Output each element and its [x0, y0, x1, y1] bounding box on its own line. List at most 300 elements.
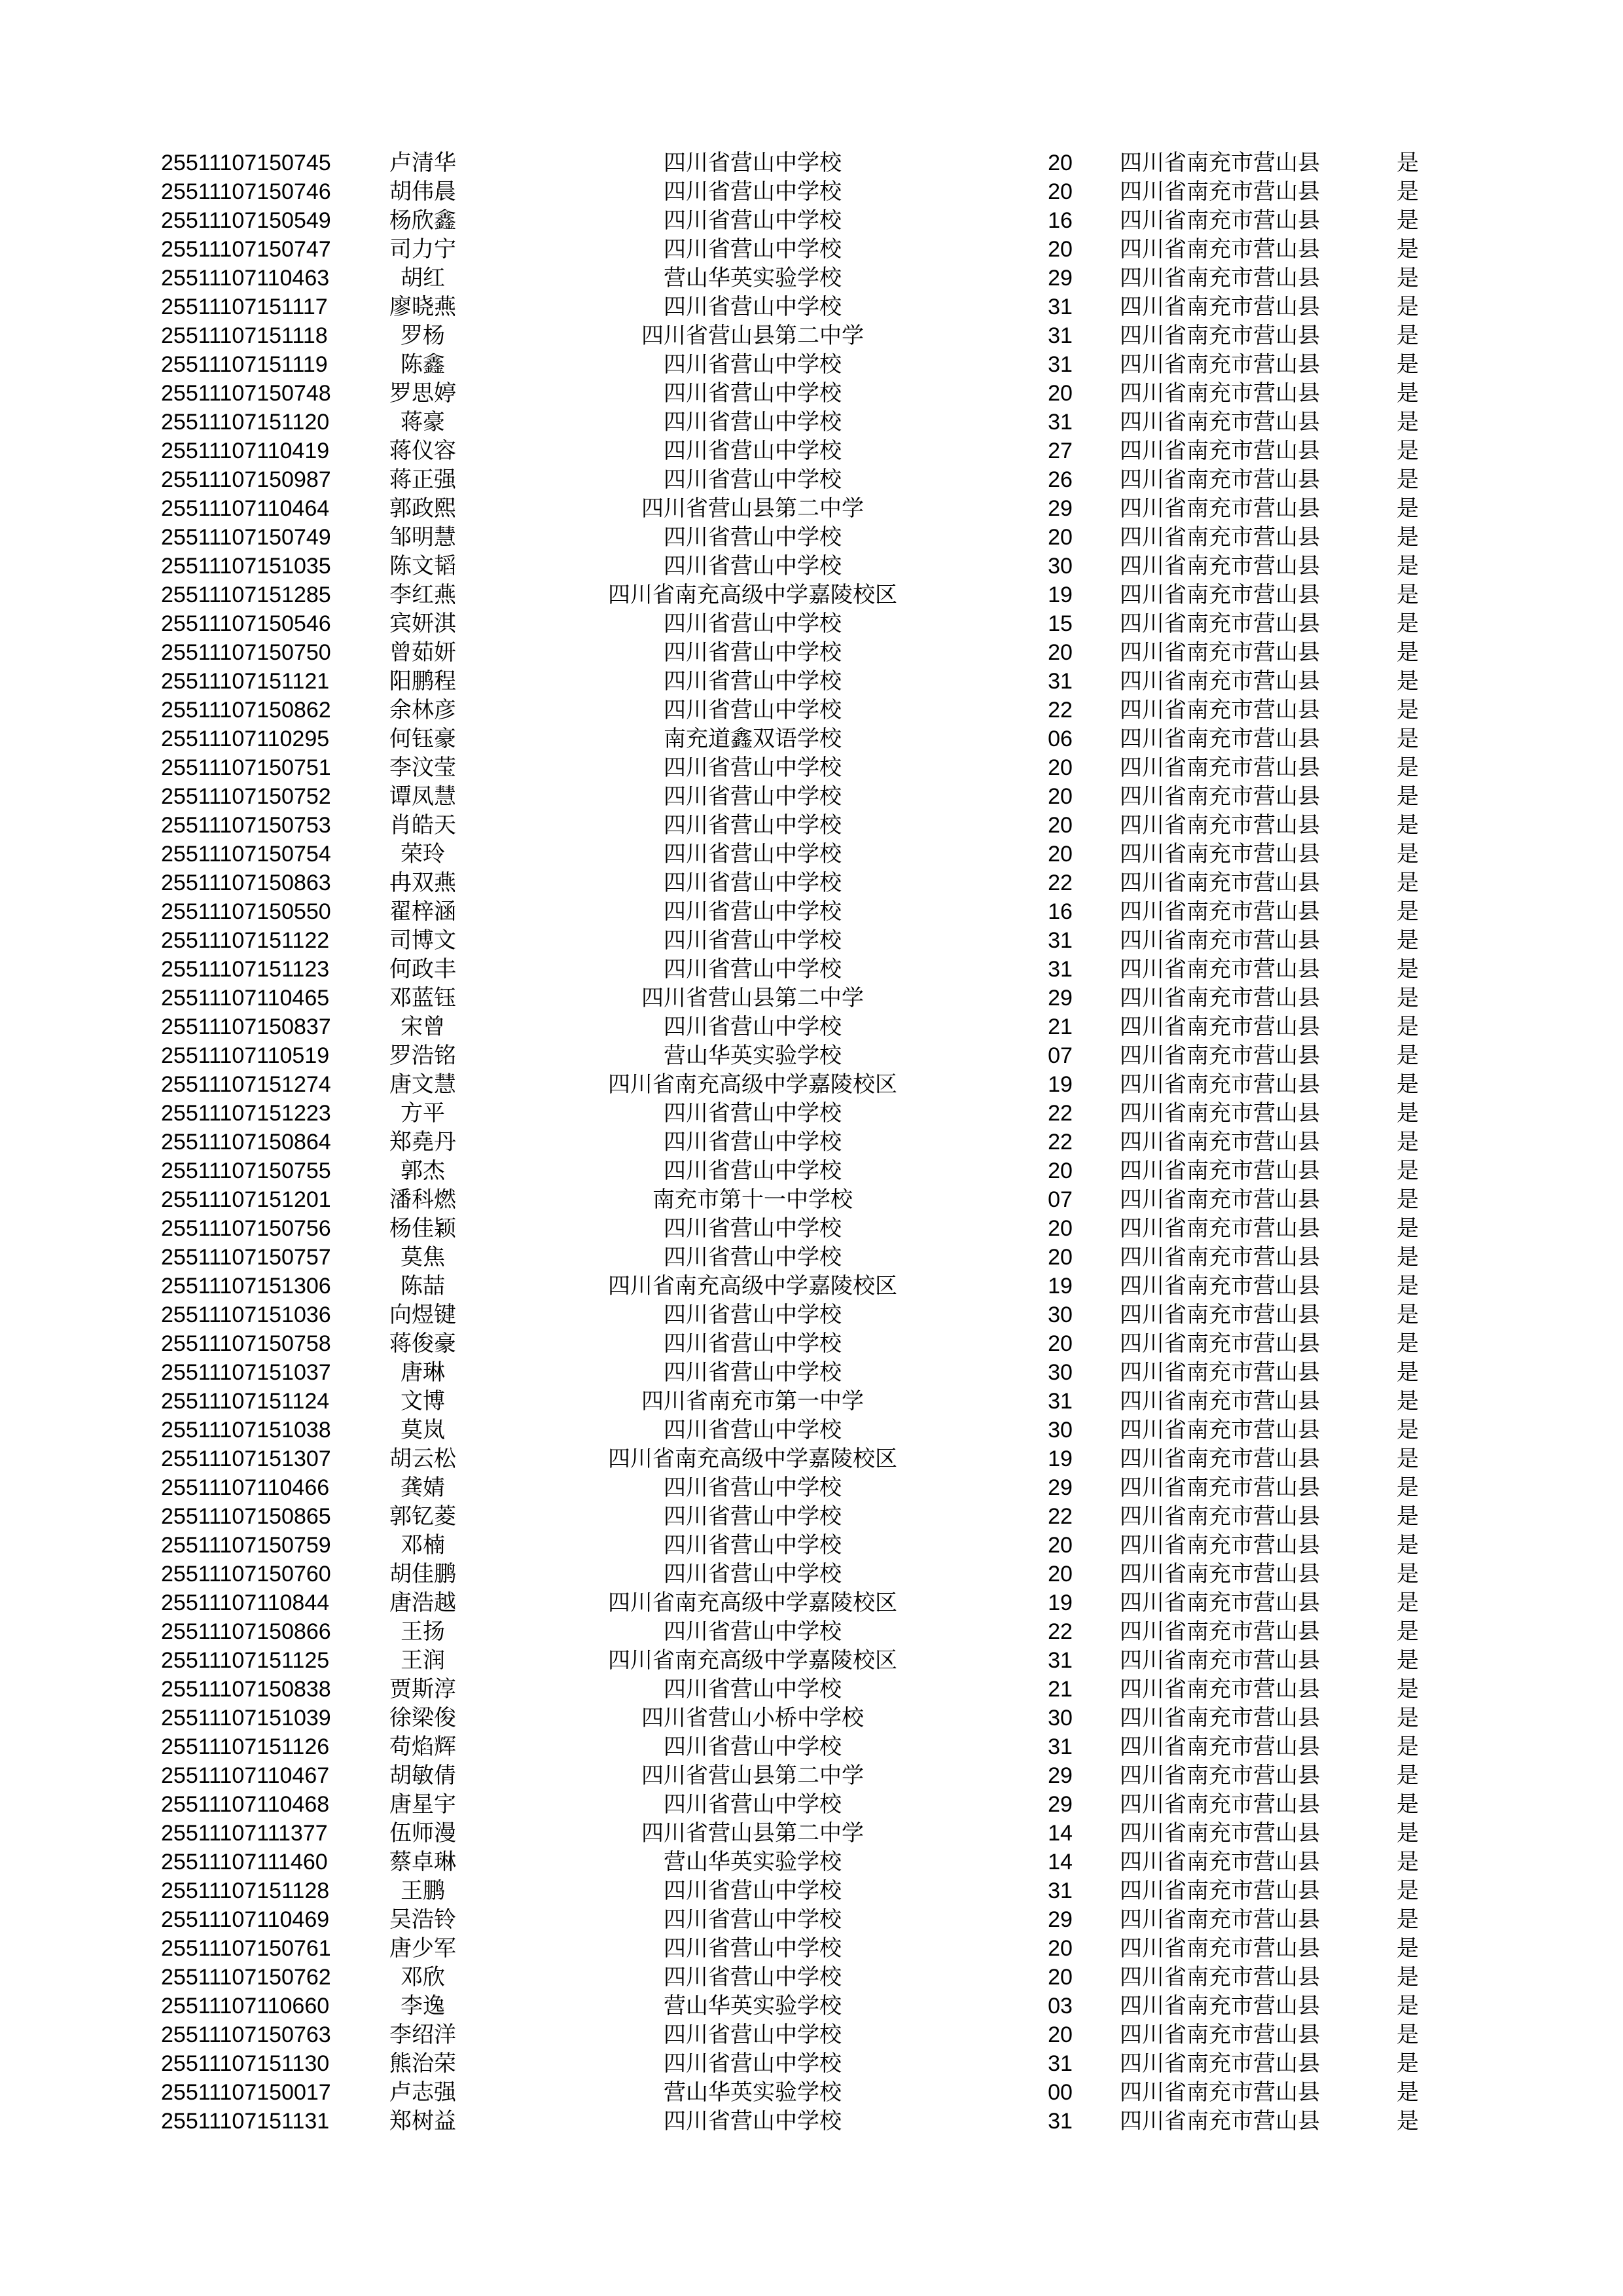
student-roster-table: [161, 149, 1440, 2136]
cell-student-name: 曾茹妍: [389, 640, 456, 665]
cell-school: 四川省南充高级中学嘉陵校区: [608, 1446, 897, 1471]
cell-exam-id: 25511107151035: [161, 554, 331, 579]
cell-exam-id: 25511107150759: [161, 1533, 331, 1558]
cell-student-name: 罗思婷: [389, 381, 456, 406]
cell-fresh-graduate-flag: 是: [1397, 439, 1419, 463]
cell-county: 四川省南充市营山县: [1120, 1014, 1320, 1039]
cell-school: 四川省营山县第二中学: [641, 323, 864, 348]
cell-exam-id: 25511107150549: [161, 208, 331, 233]
cell-code: 31: [1048, 410, 1073, 435]
cell-code: 31: [1048, 352, 1073, 377]
cell-code: 30: [1048, 1418, 1073, 1443]
cell-exam-id: 25511107110466: [161, 1475, 330, 1500]
cell-county: 四川省南充市营山县: [1120, 1965, 1320, 1990]
cell-code: 16: [1048, 899, 1073, 924]
cell-school: 四川省营山中学校: [664, 928, 842, 953]
table-row: [161, 1646, 1440, 1675]
cell-code: 31: [1048, 1648, 1073, 1673]
cell-county: 四川省南充市营山县: [1120, 1878, 1320, 1903]
cell-exam-id: 25511107150550: [161, 899, 331, 924]
cell-school: 四川省南充高级中学嘉陵校区: [608, 583, 897, 607]
cell-school: 四川省营山中学校: [664, 467, 842, 492]
cell-student-name: 陈喆: [401, 1274, 445, 1299]
cell-code: 21: [1048, 1014, 1073, 1039]
cell-fresh-graduate-flag: 是: [1397, 1130, 1419, 1155]
cell-code: 20: [1048, 2022, 1073, 2047]
cell-county: 四川省南充市营山县: [1120, 208, 1320, 233]
cell-exam-id: 25511107150760: [161, 1562, 331, 1587]
cell-exam-id: 25511107150754: [161, 842, 331, 867]
cell-county: 四川省南充市营山县: [1120, 813, 1320, 838]
cell-fresh-graduate-flag: 是: [1397, 2109, 1419, 2134]
cell-fresh-graduate-flag: 是: [1397, 1590, 1419, 1615]
cell-fresh-graduate-flag: 是: [1397, 1274, 1419, 1299]
cell-fresh-graduate-flag: 是: [1397, 1763, 1419, 1788]
cell-school: 南充道鑫双语学校: [664, 726, 842, 751]
cell-school: 四川省营山中学校: [664, 813, 842, 838]
cell-exam-id: 25511107151119: [161, 352, 328, 377]
cell-code: 31: [1048, 1734, 1073, 1759]
cell-code: 15: [1048, 611, 1073, 636]
cell-school: 四川省营山中学校: [664, 1158, 842, 1183]
cell-code: 31: [1048, 1878, 1073, 1903]
cell-county: 四川省南充市营山县: [1120, 1302, 1320, 1327]
table-row: [161, 1416, 1440, 1444]
cell-exam-id: 25511107151124: [161, 1389, 330, 1414]
table-row: [161, 1790, 1440, 1819]
cell-fresh-graduate-flag: 是: [1397, 1101, 1419, 1126]
cell-school: 四川省南充高级中学嘉陵校区: [608, 1274, 897, 1299]
cell-student-name: 廖晓燕: [389, 295, 456, 319]
cell-fresh-graduate-flag: 是: [1397, 669, 1419, 694]
cell-exam-id: 25511107151307: [161, 1446, 331, 1471]
cell-student-name: 胡伟晨: [389, 179, 456, 204]
cell-county: 四川省南充市营山县: [1120, 1533, 1320, 1558]
cell-code: 30: [1048, 554, 1073, 579]
cell-exam-id: 25511107151123: [161, 957, 330, 982]
cell-exam-id: 25511107150017: [161, 2080, 331, 2105]
table-row: [161, 1444, 1440, 1473]
cell-student-name: 卢志强: [389, 2080, 456, 2105]
cell-county: 四川省南充市营山县: [1120, 1331, 1320, 1356]
cell-county: 四川省南充市营山县: [1120, 928, 1320, 953]
cell-fresh-graduate-flag: 是: [1397, 467, 1419, 492]
cell-fresh-graduate-flag: 是: [1397, 2080, 1419, 2105]
cell-exam-id: 25511107150749: [161, 525, 331, 550]
cell-exam-id: 25511107151036: [161, 1302, 331, 1327]
table-row: [161, 782, 1440, 811]
cell-fresh-graduate-flag: 是: [1397, 784, 1419, 809]
cell-exam-id: 25511107110419: [161, 439, 330, 463]
cell-student-name: 何钰豪: [389, 726, 456, 751]
cell-code: 30: [1048, 1360, 1073, 1385]
cell-school: 营山华英实验学校: [664, 1994, 842, 2018]
cell-fresh-graduate-flag: 是: [1397, 1072, 1419, 1097]
table-row: [161, 840, 1440, 869]
cell-code: 31: [1048, 1389, 1073, 1414]
cell-student-name: 胡红: [401, 266, 445, 291]
cell-exam-id: 25511107110295: [161, 726, 330, 751]
cell-fresh-graduate-flag: 是: [1397, 2051, 1419, 2076]
cell-exam-id: 25511107150838: [161, 1677, 331, 1702]
table-row: [161, 926, 1440, 955]
cell-fresh-graduate-flag: 是: [1397, 323, 1419, 348]
cell-exam-id: 25511107110465: [161, 986, 330, 1011]
table-row: [161, 1502, 1440, 1531]
table-row: [161, 1473, 1440, 1502]
cell-county: 四川省南充市营山县: [1120, 179, 1320, 204]
cell-student-name: 唐少军: [389, 1936, 456, 1961]
cell-school: 四川省营山中学校: [664, 2109, 842, 2134]
cell-exam-id: 25511107150757: [161, 1245, 331, 1270]
cell-student-name: 方平: [401, 1101, 445, 1126]
cell-code: 31: [1048, 323, 1073, 348]
cell-fresh-graduate-flag: 是: [1397, 1446, 1419, 1471]
cell-exam-id: 25511107150862: [161, 698, 331, 723]
table-row: [161, 465, 1440, 494]
cell-fresh-graduate-flag: 是: [1397, 611, 1419, 636]
cell-county: 四川省南充市营山县: [1120, 1504, 1320, 1529]
cell-code: 20: [1048, 784, 1073, 809]
cell-school: 四川省营山中学校: [664, 1216, 842, 1241]
cell-school: 四川省营山中学校: [664, 410, 842, 435]
table-row: [161, 1157, 1440, 1185]
cell-exam-id: 25511107150748: [161, 381, 331, 406]
cell-exam-id: 25511107110463: [161, 266, 330, 291]
cell-school: 四川省营山中学校: [664, 1130, 842, 1155]
cell-county: 四川省南充市营山县: [1120, 525, 1320, 550]
cell-exam-id: 25511107151130: [161, 2051, 330, 2076]
cell-exam-id: 25511107150762: [161, 1965, 331, 1990]
cell-county: 四川省南充市营山县: [1120, 1619, 1320, 1644]
cell-county: 四川省南充市营山县: [1120, 151, 1320, 175]
table-row: [161, 350, 1440, 379]
cell-student-name: 宋曾: [401, 1014, 445, 1039]
cell-exam-id: 25511107151118: [161, 323, 328, 348]
cell-code: 20: [1048, 1216, 1073, 1241]
cell-school: 四川省营山中学校: [664, 1562, 842, 1587]
cell-exam-id: 25511107110468: [161, 1792, 330, 1817]
table-row: [161, 1963, 1440, 1992]
table-row: [161, 1272, 1440, 1300]
cell-fresh-graduate-flag: 是: [1397, 1677, 1419, 1702]
table-row: [161, 725, 1440, 753]
cell-fresh-graduate-flag: 是: [1397, 237, 1419, 262]
cell-county: 四川省南充市营山县: [1120, 842, 1320, 867]
cell-exam-id: 25511107151201: [161, 1187, 331, 1212]
table-row: [161, 1329, 1440, 1358]
cell-student-name: 卢清华: [389, 151, 456, 175]
cell-fresh-graduate-flag: 是: [1397, 1302, 1419, 1327]
cell-code: 30: [1048, 1302, 1073, 1327]
cell-student-name: 蒋豪: [401, 410, 445, 435]
cell-exam-id: 25511107150755: [161, 1158, 331, 1183]
cell-code: 31: [1048, 2109, 1073, 2134]
cell-student-name: 邓蓝钰: [389, 986, 456, 1011]
cell-student-name: 邹明慧: [389, 525, 456, 550]
cell-code: 20: [1048, 640, 1073, 665]
cell-school: 四川省营山中学校: [664, 640, 842, 665]
cell-school: 四川省营山中学校: [664, 1504, 842, 1529]
cell-fresh-graduate-flag: 是: [1397, 1648, 1419, 1673]
table-row: [161, 1013, 1440, 1041]
cell-student-name: 郭钇菱: [389, 1504, 456, 1529]
cell-code: 07: [1048, 1043, 1073, 1068]
cell-code: 20: [1048, 842, 1073, 867]
cell-student-name: 荣玲: [401, 842, 445, 867]
cell-school: 四川省营山中学校: [664, 698, 842, 723]
cell-student-name: 余林彦: [389, 698, 456, 723]
cell-exam-id: 25511107150864: [161, 1130, 331, 1155]
cell-county: 四川省南充市营山县: [1120, 986, 1320, 1011]
cell-exam-id: 25511107150751: [161, 755, 331, 780]
cell-fresh-graduate-flag: 是: [1397, 986, 1419, 1011]
cell-code: 19: [1048, 1446, 1073, 1471]
cell-school: 四川省营山中学校: [664, 1475, 842, 1500]
table-row: [161, 2107, 1440, 2136]
cell-student-name: 司力宁: [389, 237, 456, 262]
cell-school: 四川省营山中学校: [664, 1331, 842, 1356]
cell-student-name: 唐浩越: [389, 1590, 456, 1615]
cell-school: 四川省营山中学校: [664, 208, 842, 233]
cell-code: 22: [1048, 870, 1073, 895]
cell-student-name: 冉双燕: [389, 870, 456, 895]
cell-school: 四川省营山中学校: [664, 870, 842, 895]
table-row: [161, 1387, 1440, 1416]
cell-school: 四川省南充高级中学嘉陵校区: [608, 1648, 897, 1673]
cell-exam-id: 25511107150546: [161, 611, 331, 636]
cell-fresh-graduate-flag: 是: [1397, 1216, 1419, 1241]
cell-fresh-graduate-flag: 是: [1397, 1965, 1419, 1990]
table-row: [161, 1128, 1440, 1157]
cell-code: 27: [1048, 439, 1073, 463]
cell-county: 四川省南充市营山县: [1120, 1072, 1320, 1097]
table-row: [161, 897, 1440, 926]
cell-code: 19: [1048, 1274, 1073, 1299]
cell-school: 四川省营山中学校: [664, 1360, 842, 1385]
table-row: [161, 2020, 1440, 2049]
cell-fresh-graduate-flag: 是: [1397, 525, 1419, 550]
cell-school: 四川省营山中学校: [664, 784, 842, 809]
cell-school: 四川省营山中学校: [664, 2022, 842, 2047]
cell-school: 营山华英实验学校: [664, 1043, 842, 1068]
cell-code: 29: [1048, 1792, 1073, 1817]
cell-fresh-graduate-flag: 是: [1397, 1850, 1419, 1874]
cell-code: 06: [1048, 726, 1073, 751]
cell-student-name: 杨佳颖: [389, 1216, 456, 1241]
cell-county: 四川省南充市营山县: [1120, 1821, 1320, 1846]
cell-county: 四川省南充市营山县: [1120, 1907, 1320, 1932]
cell-county: 四川省南充市营山县: [1120, 381, 1320, 406]
table-row: [161, 1531, 1440, 1560]
table-row: [161, 177, 1440, 206]
cell-student-name: 李绍洋: [389, 2022, 456, 2047]
cell-school: 四川省营山中学校: [664, 1101, 842, 1126]
table-row: [161, 1358, 1440, 1387]
cell-school: 四川省营山县第二中学: [641, 986, 864, 1011]
cell-county: 四川省南充市营山县: [1120, 1158, 1320, 1183]
cell-student-name: 莫岚: [401, 1418, 445, 1443]
table-row: [161, 379, 1440, 408]
cell-school: 四川省营山县第二中学: [641, 496, 864, 521]
cell-code: 22: [1048, 698, 1073, 723]
cell-fresh-graduate-flag: 是: [1397, 266, 1419, 291]
cell-school: 四川省营山中学校: [664, 899, 842, 924]
cell-exam-id: 25511107150866: [161, 1619, 331, 1644]
cell-county: 四川省南充市营山县: [1120, 439, 1320, 463]
cell-code: 20: [1048, 179, 1073, 204]
table-row: [161, 408, 1440, 437]
cell-student-name: 伍师漫: [389, 1821, 456, 1846]
cell-exam-id: 25511107151274: [161, 1072, 331, 1097]
cell-fresh-graduate-flag: 是: [1397, 1475, 1419, 1500]
cell-student-name: 莫焦: [401, 1245, 445, 1270]
cell-county: 四川省南充市营山县: [1120, 1648, 1320, 1673]
table-row: [161, 638, 1440, 667]
cell-county: 四川省南充市营山县: [1120, 1187, 1320, 1212]
cell-exam-id: 25511107110844: [161, 1590, 330, 1615]
cell-county: 四川省南充市营山县: [1120, 1792, 1320, 1817]
cell-student-name: 唐文慧: [389, 1072, 456, 1097]
cell-code: 30: [1048, 1706, 1073, 1731]
cell-exam-id: 25511107150750: [161, 640, 331, 665]
table-row: [161, 2049, 1440, 2078]
cell-exam-id: 25511107151128: [161, 1878, 330, 1903]
cell-county: 四川省南充市营山县: [1120, 1590, 1320, 1615]
cell-code: 29: [1048, 1475, 1073, 1500]
cell-exam-id: 25511107150865: [161, 1504, 331, 1529]
cell-fresh-graduate-flag: 是: [1397, 381, 1419, 406]
cell-student-name: 李红燕: [389, 583, 456, 607]
cell-county: 四川省南充市营山县: [1120, 784, 1320, 809]
cell-code: 20: [1048, 1965, 1073, 1990]
cell-fresh-graduate-flag: 是: [1397, 1936, 1419, 1961]
cell-student-name: 陈鑫: [401, 352, 445, 377]
cell-student-name: 熊治荣: [389, 2051, 456, 2076]
cell-county: 四川省南充市营山县: [1120, 1360, 1320, 1385]
table-row: [161, 235, 1440, 264]
cell-exam-id: 25511107110464: [161, 496, 330, 521]
cell-school: 四川省营山中学校: [664, 1734, 842, 1759]
cell-exam-id: 25511107151306: [161, 1274, 331, 1299]
cell-school: 四川省营山中学校: [664, 151, 842, 175]
cell-school: 四川省营山县第二中学: [641, 1763, 864, 1788]
cell-student-name: 贾斯淳: [389, 1677, 456, 1702]
cell-school: 四川省南充高级中学嘉陵校区: [608, 1590, 897, 1615]
cell-student-name: 蒋正强: [389, 467, 456, 492]
table-row: [161, 753, 1440, 782]
cell-exam-id: 25511107151037: [161, 1360, 331, 1385]
cell-school: 四川省营山中学校: [664, 352, 842, 377]
cell-exam-id: 25511107151122: [161, 928, 330, 953]
cell-school: 四川省营山中学校: [664, 525, 842, 550]
cell-code: 31: [1048, 295, 1073, 319]
cell-county: 四川省南充市营山县: [1120, 1043, 1320, 1068]
cell-code: 19: [1048, 1072, 1073, 1097]
cell-county: 四川省南充市营山县: [1120, 2051, 1320, 2076]
cell-exam-id: 25511107151117: [161, 295, 328, 319]
cell-exam-id: 25511107150753: [161, 813, 331, 838]
cell-fresh-graduate-flag: 是: [1397, 1504, 1419, 1529]
cell-exam-id: 25511107150837: [161, 1014, 331, 1039]
cell-code: 16: [1048, 208, 1073, 233]
table-row: [161, 1761, 1440, 1790]
cell-student-name: 苟焰辉: [389, 1734, 456, 1759]
table-row: [161, 609, 1440, 638]
cell-county: 四川省南充市营山县: [1120, 1936, 1320, 1961]
cell-school: 四川省营山中学校: [664, 611, 842, 636]
cell-fresh-graduate-flag: 是: [1397, 1619, 1419, 1644]
cell-fresh-graduate-flag: 是: [1397, 1878, 1419, 1903]
cell-code: 22: [1048, 1504, 1073, 1529]
cell-fresh-graduate-flag: 是: [1397, 1418, 1419, 1443]
cell-student-name: 翟梓涵: [389, 899, 456, 924]
cell-county: 四川省南充市营山县: [1120, 755, 1320, 780]
cell-exam-id: 25511107110660: [161, 1994, 330, 2018]
cell-student-name: 龚婧: [401, 1475, 445, 1500]
cell-code: 29: [1048, 266, 1073, 291]
cell-student-name: 蒋仪容: [389, 439, 456, 463]
cell-county: 四川省南充市营山县: [1120, 1706, 1320, 1731]
cell-student-name: 杨欣鑫: [389, 208, 456, 233]
cell-county: 四川省南充市营山县: [1120, 1994, 1320, 2018]
cell-student-name: 唐星宇: [389, 1792, 456, 1817]
cell-school: 四川省营山中学校: [664, 295, 842, 319]
cell-fresh-graduate-flag: 是: [1397, 1245, 1419, 1270]
cell-county: 四川省南充市营山县: [1120, 640, 1320, 665]
cell-fresh-graduate-flag: 是: [1397, 583, 1419, 607]
table-row: [161, 293, 1440, 321]
cell-fresh-graduate-flag: 是: [1397, 208, 1419, 233]
cell-fresh-graduate-flag: 是: [1397, 813, 1419, 838]
table-row: [161, 1704, 1440, 1732]
cell-student-name: 罗浩铭: [389, 1043, 456, 1068]
cell-code: 20: [1048, 237, 1073, 262]
cell-exam-id: 25511107151039: [161, 1706, 331, 1731]
cell-county: 四川省南充市营山县: [1120, 669, 1320, 694]
cell-code: 19: [1048, 1590, 1073, 1615]
table-row: [161, 984, 1440, 1013]
cell-school: 四川省营山中学校: [664, 1878, 842, 1903]
cell-code: 20: [1048, 1245, 1073, 1270]
cell-code: 29: [1048, 1907, 1073, 1932]
cell-school: 四川省营山中学校: [664, 1302, 842, 1327]
cell-student-name: 阳鹏程: [389, 669, 456, 694]
cell-school: 四川省营山县第二中学: [641, 1821, 864, 1846]
cell-fresh-graduate-flag: 是: [1397, 352, 1419, 377]
cell-code: 00: [1048, 2080, 1073, 2105]
table-row: [161, 1848, 1440, 1876]
cell-exam-id: 25511107151121: [161, 669, 330, 694]
cell-county: 四川省南充市营山县: [1120, 467, 1320, 492]
cell-school: 四川省营山中学校: [664, 755, 842, 780]
cell-student-name: 唐琳: [401, 1360, 445, 1385]
cell-fresh-graduate-flag: 是: [1397, 1331, 1419, 1356]
cell-exam-id: 25511107150747: [161, 237, 331, 262]
cell-code: 03: [1048, 1994, 1073, 2018]
cell-school: 四川省南充市第一中学: [641, 1389, 864, 1414]
cell-exam-id: 25511107151120: [161, 410, 330, 435]
cell-school: 四川省营山中学校: [664, 2051, 842, 2076]
cell-county: 四川省南充市营山县: [1120, 899, 1320, 924]
cell-code: 20: [1048, 1562, 1073, 1587]
cell-county: 四川省南充市营山县: [1120, 554, 1320, 579]
cell-school: 四川省营山中学校: [664, 1965, 842, 1990]
cell-county: 四川省南充市营山县: [1120, 1418, 1320, 1443]
table-row: [161, 1934, 1440, 1963]
cell-fresh-graduate-flag: 是: [1397, 554, 1419, 579]
cell-exam-id: 25511107151223: [161, 1101, 331, 1126]
